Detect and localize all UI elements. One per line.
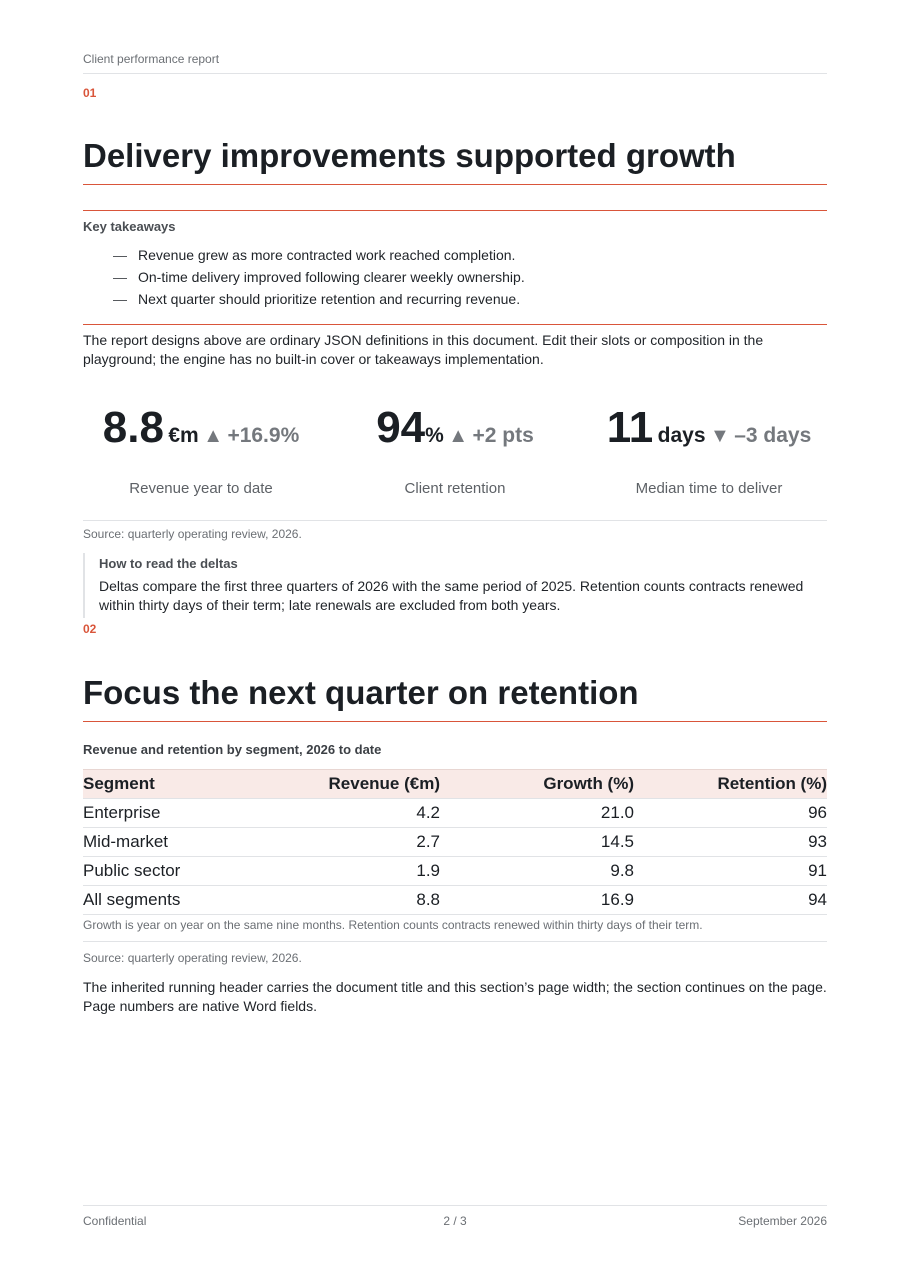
column-header: Revenue (€m): [283, 770, 440, 799]
table-cell: 21.0: [440, 799, 634, 828]
intro-paragraph: The report designs above are ordinary JSON definitions in this document. Edit their slots or composition in the playground; the engine has no built-in cover or takeaways implementation.: [83, 332, 764, 367]
source-note: Source: quarterly operating review, 2026.: [83, 951, 302, 965]
table-cell: 93: [634, 828, 827, 857]
table-cell: 96: [634, 799, 827, 828]
kpi-row: [83, 400, 827, 521]
table-note: Growth is year on year on the same nine months. Retention counts contracts renewed within thirty days of their term.: [83, 918, 827, 942]
callout-title: How to read the deltas: [99, 556, 238, 571]
triangle-down-icon: ▼: [709, 425, 730, 447]
takeaway-item: [83, 244, 827, 266]
table-row: [83, 799, 827, 828]
footer-left: Confidential: [83, 1214, 147, 1228]
takeaway-item: [83, 288, 827, 310]
table-row: [83, 828, 827, 857]
table-header-row: [83, 770, 827, 799]
table-cell: Enterprise: [83, 799, 283, 828]
table-cell: 14.5: [440, 828, 634, 857]
source-note: Source: quarterly operating review, 2026.: [83, 527, 302, 541]
callout-box: [83, 553, 827, 618]
kpi-delivery: [591, 400, 827, 497]
kpi-label: Client retention: [404, 480, 506, 497]
table-cell: 94: [634, 886, 827, 915]
section-title: Focus the next quarter on retention: [83, 673, 827, 722]
kpi-revenue: [83, 400, 319, 497]
footer-date: September 2026: [738, 1214, 827, 1228]
kpi-value: 94: [376, 403, 426, 452]
table-row: [83, 886, 827, 915]
closing-paragraph: The inherited running header carries the document title and this section’s page width; the section continues on the page. Page numbers are native Word fields.: [83, 979, 827, 1014]
table-cell: Mid-market: [83, 828, 283, 857]
running-header: Client performance report: [83, 52, 827, 74]
page-number: 2 / 3: [443, 1214, 467, 1228]
segment-table: [83, 769, 827, 915]
table-cell: 2.7: [283, 828, 440, 857]
table-cell: 4.2: [283, 799, 440, 828]
table-cell: Public sector: [83, 857, 283, 886]
kpi-value: 11: [606, 403, 654, 452]
dash-bullet-icon: —: [113, 269, 127, 285]
takeaway-text: Next quarter should prioritize retention and recurring revenue.: [138, 291, 521, 307]
table-row: [83, 857, 827, 886]
dash-bullet-icon: —: [113, 247, 127, 263]
table-cell: All segments: [83, 886, 283, 915]
section-number: 02: [83, 622, 97, 636]
table-caption: Revenue and retention by segment, 2026 to date: [83, 742, 382, 757]
column-header: Growth (%): [440, 770, 634, 799]
takeaways-title: Key takeaways: [83, 219, 176, 234]
section-title: Delivery improvements supported growth: [83, 136, 827, 185]
column-header: Segment: [83, 770, 283, 799]
kpi-delta: +16.9%: [227, 424, 300, 447]
kpi-label: Revenue year to date: [129, 480, 273, 497]
kpi-delta: +2 pts: [472, 424, 534, 447]
page-footer: [83, 1205, 827, 1234]
table-cell: 8.8: [283, 886, 440, 915]
kpi-unit: %: [425, 424, 444, 447]
kpi-value: 8.8: [102, 403, 164, 452]
kpi-unit: €m: [168, 424, 199, 447]
triangle-up-icon: ▲: [448, 425, 469, 447]
kpi-retention: [353, 400, 557, 497]
kpi-unit: days: [657, 424, 706, 447]
table-cell: 1.9: [283, 857, 440, 886]
takeaway-text: Revenue grew as more contracted work reached completion.: [138, 247, 516, 263]
column-header: Retention (%): [634, 770, 827, 799]
table-cell: 9.8: [440, 857, 634, 886]
section-number: 01: [83, 86, 97, 100]
key-takeaways-box: [83, 210, 827, 325]
table-cell: 16.9: [440, 886, 634, 915]
callout-body: Deltas compare the first three quarters of 2026 with the same period of 2025. Retention counts contracts renewed within thirty days of their term; late renewals are excluded from both years.: [99, 578, 804, 613]
takeaways-list: [83, 244, 827, 310]
kpi-delta: –3 days: [734, 424, 812, 447]
triangle-up-icon: ▲: [203, 425, 223, 447]
kpi-label: Median time to deliver: [635, 480, 783, 497]
table-cell: 91: [634, 857, 827, 886]
takeaway-text: On-time delivery improved following clearer weekly ownership.: [138, 269, 525, 285]
dash-bullet-icon: —: [113, 291, 127, 307]
takeaway-item: [83, 266, 827, 288]
